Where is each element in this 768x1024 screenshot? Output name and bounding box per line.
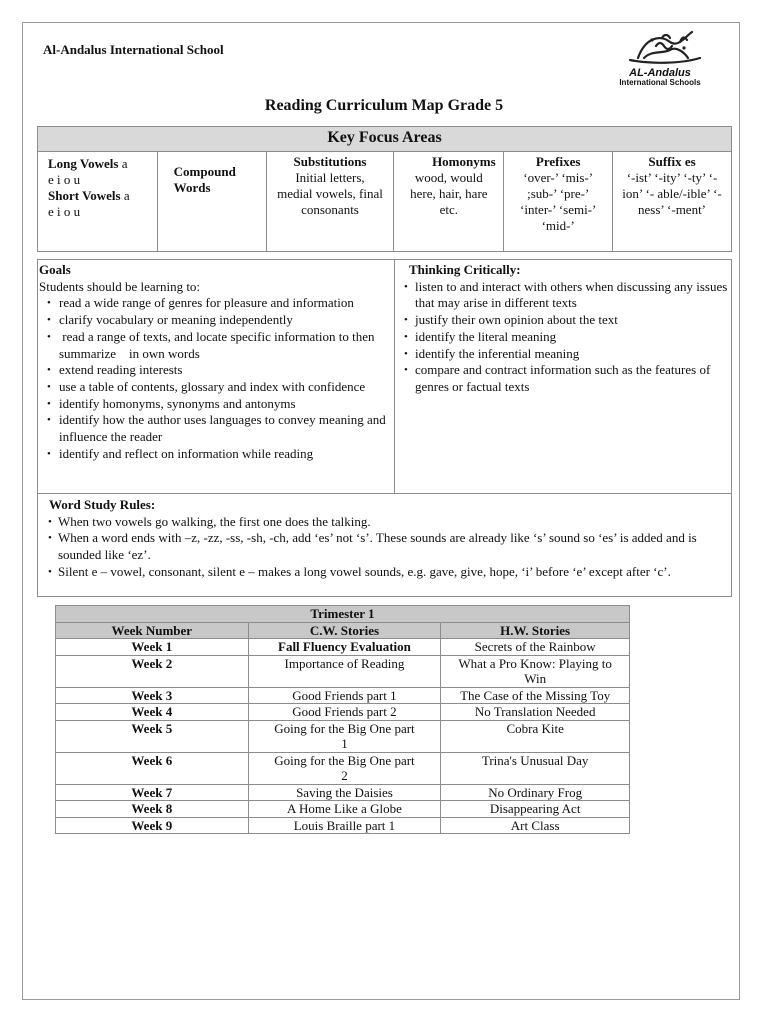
hw-story-cell: The Case of the Missing Toy (441, 687, 630, 704)
table-row (56, 784, 630, 801)
cw-story-cell: Fall Fluency Evaluation (248, 639, 441, 656)
homonyms-title: Homonyms (432, 154, 496, 169)
table-row (56, 752, 630, 784)
suffix-title: Suffix es (648, 154, 696, 169)
goal-item: • read a wide range of genres for pleasure and information (39, 295, 394, 312)
cw-story-cell: Going for the Big One part 1 (248, 720, 441, 752)
substitutions-cell (266, 152, 394, 252)
goal-item: • identify and reflect on information while reading (39, 446, 394, 463)
week-cell: Week 6 (56, 752, 249, 784)
week-cell: Week 4 (56, 704, 249, 721)
goals-title: Goals (39, 262, 71, 277)
cw-story-cell: Saving the Daisies (248, 784, 441, 801)
substitutions-title: Substitutions (293, 154, 367, 169)
hw-story-cell: No Ordinary Frog (441, 784, 630, 801)
cw-story-cell: Louis Braille part 1 (248, 817, 441, 834)
table-row (56, 704, 630, 721)
goal-item: • extend reading interests (39, 362, 394, 379)
thinking-list (403, 279, 731, 396)
suffix-text: ‘-ist’ ‘-ity’ ‘-ty’ ‘-ion’ ‘- able/-ible’ ‘-ness’ ‘-ment’ (622, 170, 722, 217)
week-cell: Week 8 (56, 801, 249, 818)
thinking-title: Thinking Critically: (409, 262, 521, 277)
cw-story-cell: A Home Like a Globe (248, 801, 441, 818)
logo-subtext: International Schools (619, 78, 701, 87)
calligraphy-logo-icon (600, 28, 720, 70)
table-row (56, 655, 630, 687)
cw-story-cell: Going for the Big One part 2 (248, 752, 441, 784)
substitutions-text: Initial letters, medial vowels, final consonants (277, 170, 383, 217)
short-vowels-label: Short Vowels (48, 188, 121, 203)
hw-story-cell: What a Pro Know: Playing to Win (441, 655, 630, 687)
hw-story-cell: Cobra Kite (441, 720, 630, 752)
table-row (56, 720, 630, 752)
goals-section (37, 259, 395, 494)
thinking-item: • identify the inferential meaning (403, 346, 731, 363)
hw-story-cell: Trina's Unusual Day (441, 752, 630, 784)
thinking-item: • identify the literal meaning (403, 329, 731, 346)
school-logo (600, 28, 720, 88)
prefixes-cell (504, 152, 613, 252)
long-vowels-a: a (121, 156, 128, 171)
word-study-item: • When a word ends with –z, -zz, -ss, -sh, -ch, add ‘es’ not ‘s’. These sounds are already like ‘s’ sound so ‘es’ is added and is sounded like ‘ez’. (38, 530, 731, 563)
table-row (56, 639, 630, 656)
long-vowels-label: Long Vowels (48, 156, 119, 171)
week-cell: Week 2 (56, 655, 249, 687)
hw-story-cell: Secrets of the Rainbow (441, 639, 630, 656)
week-cell: Week 1 (56, 639, 249, 656)
key-focus-table (37, 126, 732, 252)
header-week-number: Week Number (56, 622, 249, 639)
hw-story-cell: Art Class (441, 817, 630, 834)
goal-item: • clarify vocabulary or meaning independently (39, 312, 394, 329)
cw-story-cell: Good Friends part 2 (248, 704, 441, 721)
hw-story-cell: No Translation Needed (441, 704, 630, 721)
table-row (56, 817, 630, 834)
word-study-list (38, 514, 731, 581)
document-title: Reading Curriculum Map Grade 5 (264, 97, 504, 114)
header-cw-stories: C.W. Stories (248, 622, 441, 639)
goals-intro: Students should be learning to: (39, 278, 201, 294)
trimester-title: Trimester 1 (56, 606, 630, 623)
table-row (56, 687, 630, 704)
table-row (56, 801, 630, 818)
prefixes-title: Prefixes (535, 154, 581, 169)
short-vowels-a: a (123, 188, 130, 203)
goals-list (39, 295, 394, 462)
homonyms-cell (394, 152, 504, 252)
goal-item: • identify how the author uses languages to convey meaning and influence the reader (39, 412, 394, 445)
word-study-title: Word Study Rules: (49, 497, 156, 512)
goal-item: • identify homonyms, synonyms and antonyms (39, 396, 394, 413)
homonyms-text: wood, would here, hair, hare etc. (410, 170, 488, 217)
short-vowels-letters: e i o u (48, 204, 81, 219)
week-cell: Week 3 (56, 687, 249, 704)
compound-cell (157, 152, 266, 252)
goal-item: • use a table of contents, glossary and index with confidence (39, 379, 394, 396)
thinking-item: • listen to and interact with others when discussing any issues that may arise in different texts (403, 279, 731, 312)
school-name: Al-Andalus International School (43, 42, 224, 57)
cw-story-cell: Importance of Reading (248, 655, 441, 687)
vowels-cell (38, 152, 158, 252)
cw-story-cell: Good Friends part 1 (248, 687, 441, 704)
goal-item: • read a range of texts, and locate specific information to then summarize in own words (39, 329, 394, 362)
word-study-item: • When two vowels go walking, the first one does the talking. (38, 514, 731, 531)
compound-words-label: Compound Words (173, 164, 236, 195)
hw-story-cell: Disappearing Act (441, 801, 630, 818)
word-study-item: • Silent e – vowel, consonant, silent e – makes a long vowel sounds, e.g. gave, give, hope, ‘i’ before ‘e’ except after ‘c’. (38, 564, 731, 581)
suffix-cell (613, 152, 732, 252)
header-hw-stories: H.W. Stories (441, 622, 630, 639)
thinking-item: • compare and contract information such as the features of genres or factual texts (403, 362, 731, 395)
key-focus-heading: Key Focus Areas (38, 127, 732, 152)
week-cell: Week 5 (56, 720, 249, 752)
week-cell: Week 9 (56, 817, 249, 834)
week-cell: Week 7 (56, 784, 249, 801)
thinking-item: • justify their own opinion about the text (403, 312, 731, 329)
word-study-section (37, 493, 732, 597)
trimester-table (55, 605, 630, 834)
logo-text: AL-Andalus (629, 67, 691, 79)
long-vowels-letters: e i o u (48, 172, 81, 187)
thinking-section (394, 259, 732, 494)
logo-wordmark (600, 68, 720, 88)
prefixes-text: ‘over-’ ‘mis-’ ;sub-’ ‘pre-’ ‘inter-’ ‘semi-’ ‘mid-’ (520, 170, 597, 233)
